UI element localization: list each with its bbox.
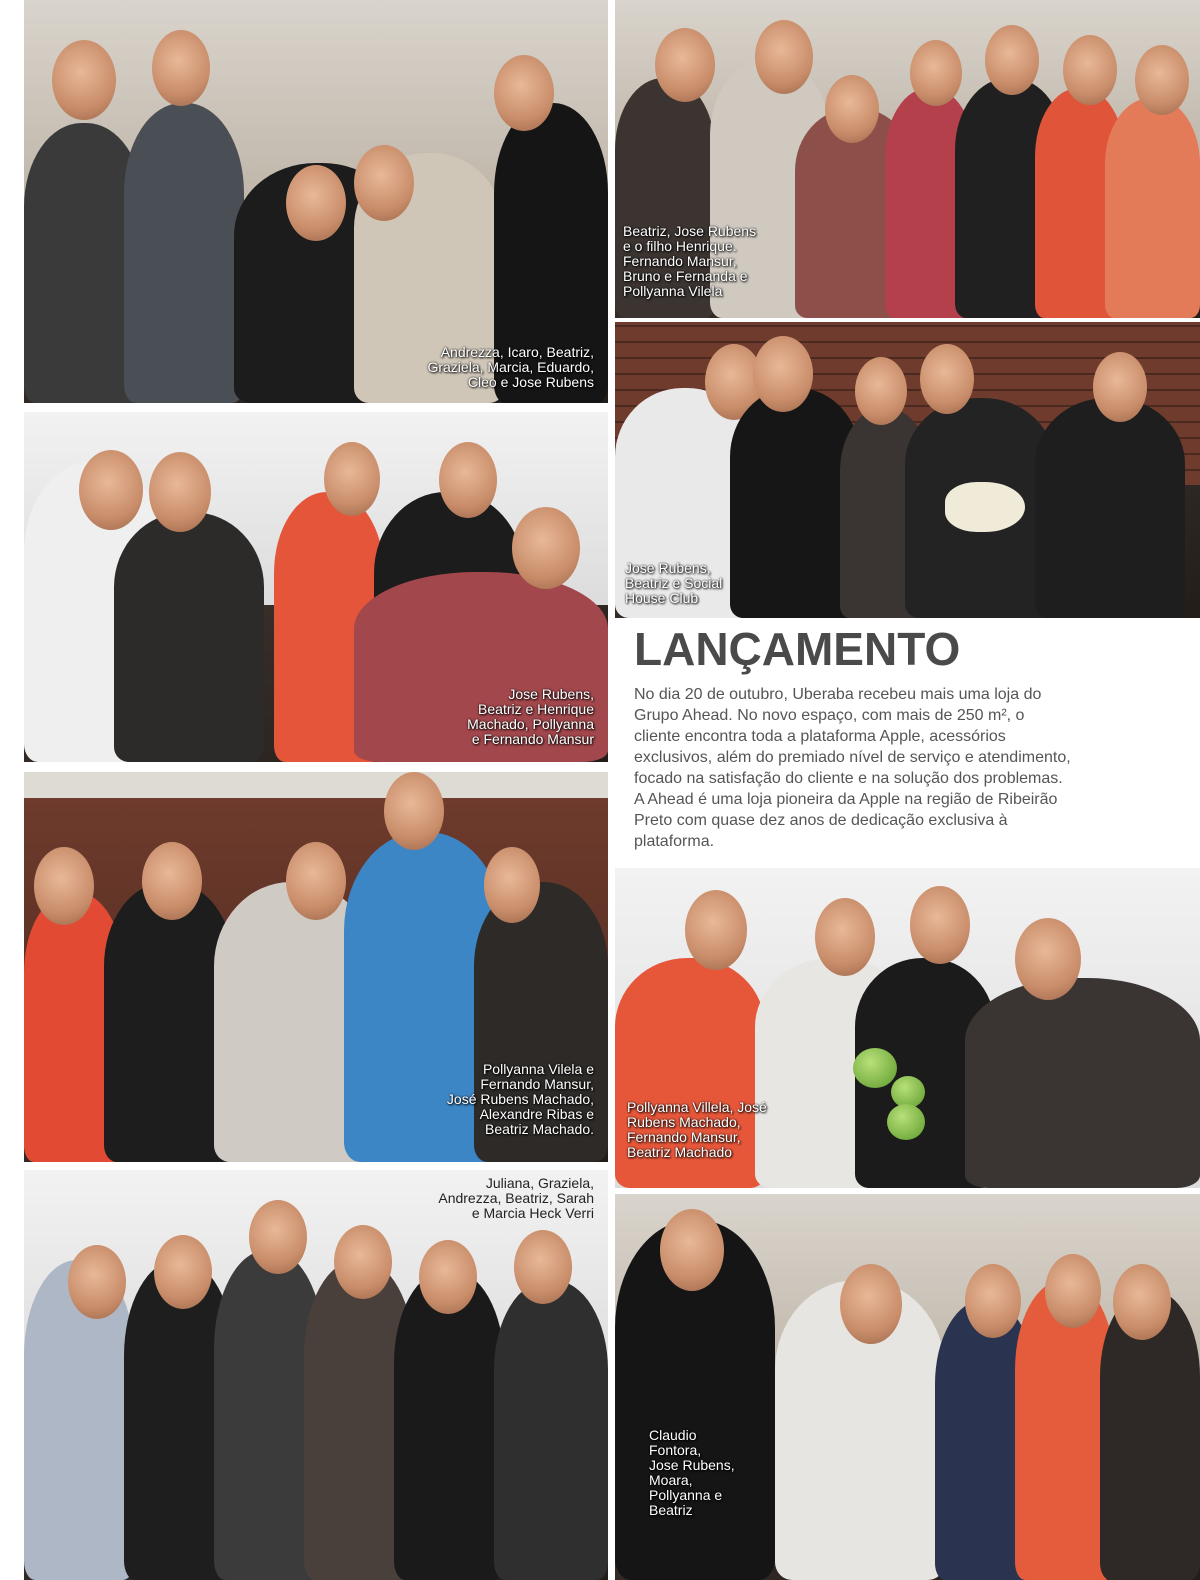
caption-photo-8: Claudio Fontora, Jose Rubens, Moara, Pollyanna e Beatriz <box>649 1427 735 1518</box>
photo-toast <box>24 412 608 762</box>
photo-apples <box>615 868 1200 1188</box>
caption-photo-1: Andrezza, Icaro, Beatriz, Graziela, Marcia, Eduardo, Cleo e Jose Rubens <box>427 344 594 390</box>
photo-group-pollyanna <box>24 772 608 1162</box>
caption-photo-5: Pollyanna Vilela e Fernando Mansur, José Rubens Machado, Alexandre Ribas e Beatriz Machado. <box>446 1061 594 1137</box>
article <box>634 622 1074 852</box>
caption-photo-7: Juliana, Graziela, Andrezza, Beatriz, Sarah e Marcia Heck Verri <box>438 1175 594 1221</box>
photo-band <box>615 322 1200 618</box>
caption-photo-4: Jose Rubens, Beatriz e Social House Club <box>625 560 723 606</box>
article-body: No dia 20 de outubro, Uberaba recebeu mais uma loja do Grupo Ahead. No novo espaço, com mais de 250 m², o cliente encontra toda a plataforma Apple, acessórios exclusivos, além do premiado nível de serviço e atendimento, focado na satisfação do cliente e na solução dos problemas. A Ahead é uma loja pioneira da Apple na região de Ribeirão Preto com quase dez anos de dedicação exclusiva à plataforma. <box>634 686 1071 850</box>
caption-photo-6: Pollyanna Villela, José Rubens Machado, Fernando Mansur, Beatriz Machado <box>627 1099 767 1160</box>
photo-group-juliana <box>24 1170 608 1580</box>
photo-group-andrezza <box>24 0 608 403</box>
caption-photo-3: Jose Rubens, Beatriz e Henrique Machado, Pollyanna e Fernando Mansur <box>467 686 594 747</box>
photo-group-beatriz-family <box>615 0 1200 318</box>
caption-photo-2: Beatriz, Jose Rubens e o filho Henrique. Fernando Mansur, Bruno e Fernanda e Pollyanna Vilela <box>623 223 757 299</box>
photo-group-claudio <box>615 1194 1200 1580</box>
article-headline: LANÇAMENTO <box>634 623 961 675</box>
